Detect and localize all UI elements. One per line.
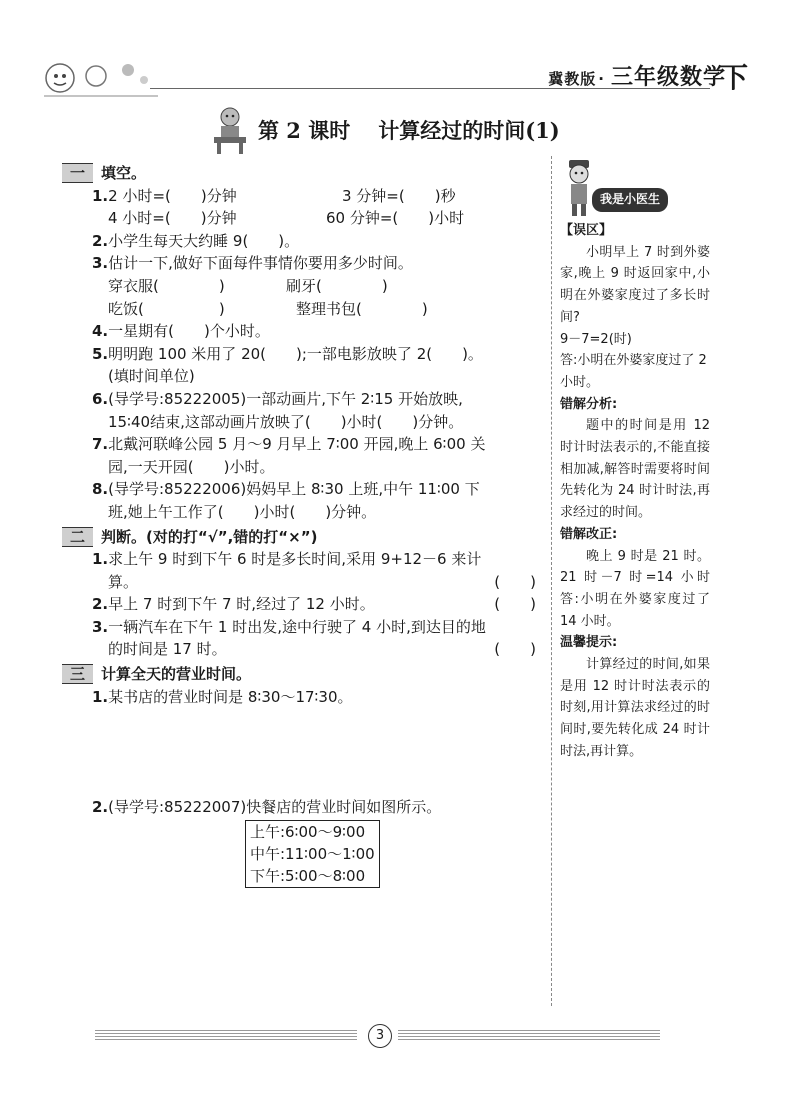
header-dot: · — [598, 70, 605, 88]
question-5-cont — [62, 365, 542, 388]
question-text: 3 分钟=( )秒 — [342, 186, 456, 205]
sidebar-divider — [551, 156, 552, 1006]
question-text: 园,一天开园( )小时。 — [108, 457, 275, 476]
judge-2 — [62, 593, 542, 616]
header-edition: 冀教版 — [548, 70, 597, 88]
question-text: 算。 — [108, 572, 139, 591]
question-number: 1. — [92, 550, 109, 569]
section-tag: 二 — [62, 527, 93, 547]
analysis-label: 错解分析: — [560, 396, 618, 412]
question-text: 小学生每天大约睡 9( )。 — [108, 231, 300, 250]
table-row: 下午:5∶00～8∶00 — [250, 867, 366, 885]
answer-blank[interactable]: ( ) — [494, 572, 536, 591]
answer-blank[interactable]: ( ) — [494, 640, 536, 659]
question-text: 吃饭( ) — [108, 299, 225, 318]
page-number: 3 — [368, 1024, 392, 1048]
question-text: (导学号:85222006)妈妈早上 8∶30 上班,中午 11∶00 下 — [108, 480, 480, 499]
sidebar-doctor — [560, 158, 710, 763]
question-text: 整理书包( ) — [296, 299, 428, 318]
question-text: (填时间单位) — [108, 367, 195, 386]
question-text: 2 小时=( )分钟 — [108, 186, 237, 205]
mistake-calc: 9－7=2(时) — [560, 331, 632, 347]
section-heading: 计算全天的营业时间。 — [101, 665, 252, 684]
tip-text: 计算经过的时间,如果是用 12 时计时法表示的时刻,用计算法求经过的时间时,要先转化成 24 时计时法,再计算。 — [560, 657, 710, 759]
question-1-row-b — [62, 207, 542, 230]
fix-text: 晚上 9 时是 21 时。 21 时－7 时=14 小时 答:小明在外婆家度过了 14 小时。 — [560, 548, 710, 629]
lesson-topic: 计算经过的时间(1) — [378, 118, 560, 143]
question-5 — [62, 343, 542, 366]
section-true-false — [62, 526, 542, 549]
section-tag: 三 — [62, 664, 93, 684]
question-6-cont — [62, 411, 542, 434]
calc-1 — [62, 686, 542, 709]
mistake-label: 【误区】 — [560, 223, 613, 238]
section-tag: 一 — [62, 163, 93, 183]
question-3-row-b — [62, 298, 542, 321]
question-text: 北戴河联峰公园 5 月～9 月早上 7∶00 开园,晚上 6∶00 关 — [108, 435, 486, 454]
question-text: 一辆汽车在下午 1 时出发,途中行驶了 4 小时,到达目的地 — [108, 617, 486, 636]
question-1-row-a — [62, 185, 542, 208]
question-text: 一星期有( )个小时。 — [108, 322, 270, 341]
table-row: 中午:11∶00～1∶00 — [250, 845, 375, 863]
question-number: 5. — [92, 344, 109, 363]
question-text: (导学号:85222007)快餐店的营业时间如图所示。 — [108, 798, 442, 816]
exercise-column — [62, 160, 542, 708]
question-text: (导学号:85222005)一部动画片,下午 2∶15 开始放映, — [108, 389, 463, 408]
analysis-text: 题中的时间是用 12 时计时法表示的,不能直接相加减,解答时需要将时间先转化为 24 时计时法,再求经过的时间。 — [560, 418, 710, 521]
question-8 — [62, 478, 542, 501]
judge-1-cont — [62, 571, 542, 594]
question-number: 2. — [92, 595, 109, 614]
table-row: 上午:6∶00～9∶00 — [250, 823, 366, 841]
hours-table — [245, 820, 380, 888]
teacher-at-desk-icon — [212, 105, 248, 155]
lesson-title-block — [212, 102, 560, 158]
footer-rule-left — [95, 1030, 357, 1042]
fix-label: 错解改正: — [560, 526, 618, 542]
question-number: 1. — [92, 687, 109, 706]
question-text: 明明跑 100 米用了 20( );一部电影放映了 2( )。 — [108, 344, 483, 363]
header-rule — [150, 88, 710, 89]
question-text: 15∶40结束,这部动画片放映了( )小时( )分钟。 — [108, 412, 464, 431]
calc-2 — [92, 796, 441, 817]
question-7-cont — [62, 456, 542, 479]
doctor-cartoon-icon — [562, 158, 596, 218]
header-volume: 下 — [719, 61, 748, 94]
question-number: 3. — [92, 254, 109, 273]
question-number: 6. — [92, 389, 109, 408]
question-number: 8. — [92, 480, 109, 499]
question-text: 60 分钟=( )小时 — [326, 209, 465, 228]
question-text: 求上午 9 时到下午 6 时是多长时间,采用 9+12－6 来计 — [108, 550, 482, 569]
header-grade-subject: 三年级数学 — [610, 65, 726, 90]
page-title — [258, 115, 560, 145]
question-text: 班,她上午工作了( )小时( )分钟。 — [108, 502, 377, 521]
footer-rule-right — [398, 1030, 660, 1042]
tip-label: 温馨提示: — [560, 635, 618, 651]
lesson-number: 第 2 课时 — [258, 118, 351, 143]
question-text: 早上 7 时到下午 7 时,经过了 12 小时。 — [108, 595, 375, 614]
question-number: 4. — [92, 322, 109, 341]
section-fill-blank — [62, 162, 542, 185]
doctor-badge — [560, 158, 710, 220]
mistake-text: 小明早上 7 时到外婆家,晚上 9 时返回家中,小明在外婆家度过了多长时间? — [560, 244, 710, 325]
header-cartoon-decoration — [40, 52, 160, 98]
doctor-badge-label: 我是小医生 — [592, 188, 668, 212]
header-book-info — [548, 60, 726, 91]
judge-1 — [62, 548, 542, 571]
mistake-answer: 答:小明在外婆家度过了 2 小时。 — [560, 353, 707, 390]
question-6 — [62, 388, 542, 411]
question-number: 2. — [92, 798, 109, 816]
question-2 — [62, 230, 542, 253]
judge-3 — [62, 616, 542, 639]
section-heading: 填空。 — [101, 164, 147, 182]
question-text: 刷牙( ) — [286, 276, 388, 295]
question-number: 1. — [92, 186, 109, 205]
question-number: 2. — [92, 231, 109, 250]
question-text: 某书店的营业时间是 8∶30～17∶30。 — [108, 687, 353, 706]
question-text: 穿衣服( ) — [108, 276, 225, 295]
section-heading: 判断。(对的打“√”,错的打“×”) — [101, 527, 318, 546]
judge-3-cont — [62, 638, 542, 661]
question-3 — [62, 252, 542, 275]
question-7 — [62, 433, 542, 456]
question-3-row-a — [62, 275, 542, 298]
question-text: 的时间是 17 时。 — [108, 640, 227, 659]
section-business-hours — [62, 663, 542, 686]
question-text: 4 小时=( )分钟 — [108, 209, 237, 228]
question-4 — [62, 320, 542, 343]
answer-blank[interactable]: ( ) — [494, 595, 536, 614]
question-number: 7. — [92, 435, 109, 454]
question-text: 估计一下,做好下面每件事情你要用多少时间。 — [108, 254, 413, 273]
question-number: 3. — [92, 617, 109, 636]
question-8-cont — [62, 501, 542, 524]
